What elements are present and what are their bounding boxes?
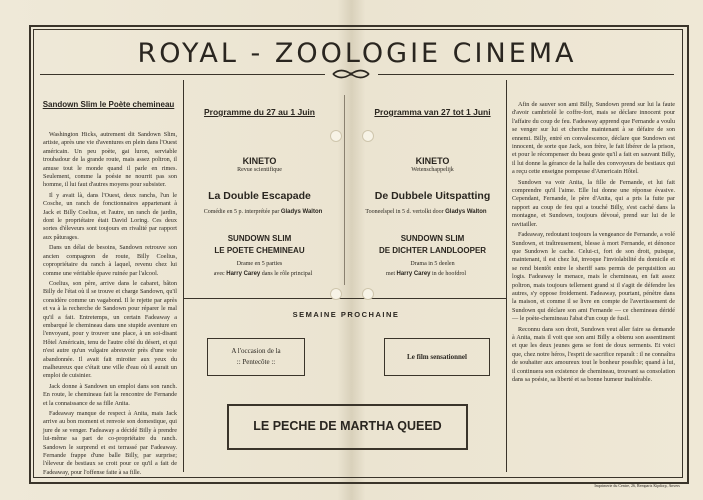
paragraph: Sundown va voir Anita, la fille de Fernande, et lui fait comprendre qu'il l'aime. Elle lui donne une réponse évasive. Cependant, Fernande, le père d'Anita, qui a pris la fuite par rapport au coup de feu qui a touché Billy, s'est caché dans la montagne, et Sundown, toujours dévoué, prend sur lui de le ravitailler.: [512, 178, 675, 228]
film1-nl-title: De Dubbele Uitspatting: [374, 190, 491, 202]
title-rule-right: [378, 74, 674, 75]
page-title: ROYAL - ZOOLOGIE CINEMA: [137, 38, 577, 69]
paragraph: Afin de sauver son ami Billy, Sundown prend sur lui la faute d'avoir cambriolé le coffre-fort, mais se déclare innocent pour l'affaire du coup de feu. Fadeaway apprend que Fernande a voulu se venger sur lui et cherche maintenant à se défaire de son ennemi. Billy, entré en convalescence, déclare que Sundown est innocent, de sorte que Jack, son frère, le fait libérer de la prison, et pour le récompenser du beau geste qu'il a fait en sauvant Billy, il lui donne la gérance de la halle des convoyeurs de bestiaux qui a reçu cette enseigne pompeuse d'Americain Hôtel.: [512, 101, 675, 176]
program-nl-header: Programma van 27 tot 1 Juni: [374, 107, 491, 117]
film2-fr-parts: Drame en 5 parties: [236, 261, 283, 267]
pentecost-line2: :: Pentecôte ::: [236, 358, 276, 366]
punch-hole: [330, 288, 342, 300]
paragraph: Fadeaway, redoutant toujours la vengeance de Fernande, a volé Sundown, et traîtreusement, blesse à mort Fernande, et dénonce que Sundown le cache. Celui-ci, fort de son droit, puisque, maintenant, il est chez lui, invoque l'inviolabilité du domicile et se rend bientôt entre le sheriff sans permis de perquisition au logis. Fadeaway le menace, mais le chemineau, en fait assez poltron, mais toujours tellement grand si il s'agit de défendre les autres, s'y oppose froidement. Fadeaway, pourtant, pénètre dans la maison, et comme il se livre en compte de l'avertissement de Sundown qui déclare son ami Fernande — ce chemineau déridé — le poète-chemineau l'abat d'un coup de fusil.: [512, 231, 675, 323]
film2-fr-desc: [183, 271, 343, 277]
film1-fr-desc-text: Comédie en 5 p. interprétée par: [203, 209, 280, 215]
paragraph: Dans un délai de besoins, Sandown retrouve son ancien compagnon de route, Billy Coelius, copropriétaire du ranch à laquel, revenu chez lui comme une véritable épave ruinée par l'alcool.: [43, 244, 177, 277]
punch-hole: [362, 130, 374, 142]
divider-next-week: [184, 298, 506, 299]
left-column-text: [43, 131, 177, 479]
paragraph: Washington Hicks, autrement dit Sandown Slim, artiste, après une vie d'aventures en plein dans l'Ouest américain. Un peu poète, gai luron, serviable troubadour de la grande route, mais assez poltron, il amuse tout le monde quand il parle en rimes. Seulement, comme la poésie ne nourrit pas son homme, il lui faut d'autres moyens pour subsister.: [43, 131, 177, 189]
paragraph: Il y avait là, dans l'Ouest, deux ranchs, l'un le Cosche, un ranch de fonctionnaires appartenant à Jack et Billy Coelius, et l'autre, un ranch de jardin, dont le propriétaire était David Loring. Ces deux sortes d'éleveurs sont toujours en rivalité par rapport aux pâturages.: [43, 191, 177, 241]
paragraph: Coelius, son père, arrive dans le cabaret, bâton Billy de l'état où il se trouve et charge Sandown, qu'il considère comme un vagabond. Il le rejette par après et va à la recherche de Sandown pour réparer le mal qu'il a fait. Entretemps, un certain Fadeaway a embarqué le chemineau dans une stupide aventure en l'envoyant, pour y trouver une place, à un soi-disant Hôtel Américain, tenu de l'autre côté du désert, et qui n'est autre qu'un vulgaire abreuvoir près d'une voie abandonnée. Il avait fait miroiter aux yeux du malheureux que c'était une ville d'eau où il aurait un emploi de cuisinier.: [43, 279, 177, 380]
sensational-box: [384, 338, 490, 376]
film1-nl-actor: Gladys Walton: [445, 209, 487, 215]
film2-nl-desc-post: in de hoofdrol: [432, 271, 467, 277]
kineto-fr: KINETO: [242, 156, 277, 166]
film2-nl-desc-pre: met: [385, 271, 395, 277]
divider-right: [506, 80, 507, 472]
film1-nl-desc-text: Tooneelspel in 5 d. vertolkt door: [365, 209, 444, 215]
ornament-icon: [331, 67, 371, 81]
title-rule-left: [40, 74, 325, 75]
kineto-nl: KINETO: [415, 156, 450, 166]
film2-fr-desc-post: dans le rôle principal: [261, 271, 313, 277]
film2-fr-desc-pre: avec: [213, 271, 225, 277]
program-fr-header: Programme du 27 au 1 Juin: [203, 107, 315, 117]
film1-fr-desc: [183, 209, 343, 215]
film1-fr-actor: Gladys Walton: [280, 209, 323, 215]
kineto-fr-sub: Revue scientifique: [237, 167, 282, 173]
paragraph: Jack donne à Sandown un emploi dans son ranch. En route, le chemineau fait la rencontre de Fernande et la connaissance de sa fille Anita.: [43, 382, 177, 407]
punch-hole: [362, 288, 374, 300]
sensational-text: Le film sensationnel: [407, 353, 467, 361]
paragraph: Reconnu dans son droit, Sundown veut aller faire sa demande à Anita, mais il voit que son ami Billy a obtenu son assentiment et que les deux jeunes gens se font de doux serments. Et voici que, chez notre héros, l'esprit de sacrifice reparaît : il ne connaîtra de souhaiter aux amoureux tout le bonheur possible; quand à lui, il continuera son existence de chemineau, trouvant sa consolation dans sa poésie, sa liberté et sa bonne humeur inaltérable.: [512, 325, 675, 383]
kineto-nl-sub: Wetenschappelijk: [411, 167, 454, 173]
feature-box: [227, 404, 468, 450]
film1-nl-desc: [346, 209, 506, 215]
film2-fr-title1: SUNDOWN SLIM: [227, 234, 292, 243]
feature-title: LE PECHE DE MARTHA QUEED: [253, 419, 442, 433]
right-column-text: [512, 101, 675, 386]
film2-fr-actor: Harry Carey: [226, 271, 261, 277]
next-week-label: SEMAINE PROCHAINE: [292, 310, 400, 319]
film2-nl-title2: DE DICHTER LANDLOOPER: [378, 246, 487, 255]
film2-nl-title1: SUNDOWN SLIM: [400, 234, 465, 243]
printer-imprint: Imprimerie du Centre, 26, Remparts Kipdorp, Anvers: [594, 483, 680, 488]
pentecost-box: [207, 338, 305, 376]
pentecost-line1: A l'occasion de la: [231, 347, 281, 355]
film2-nl-desc: [346, 271, 506, 277]
left-column-heading: Sandown Slim le Poète chemineau: [42, 100, 175, 109]
punch-hole: [330, 130, 342, 142]
paragraph: Fadeaway manque de respect à Anita, mais Jack arrive au bon moment et renvoie son domestique, qui jure de se venger. Fadeaway a décidé Billy à prendre lui-même sa part de co-propriétaire du ranch. Sandown le surprend et est terrassé par Fadeaway. Fernande frappe d'une balle Billy, par surprise; l'éleveur de bestiaux se croit pour ce qu'il a fait de Fadeaway, pour l'offense faite à sa fille.: [43, 410, 177, 476]
fold-line: [344, 95, 345, 285]
film2-nl-actor: Harry Carey: [396, 271, 431, 277]
film1-fr-title: La Double Escapade: [208, 190, 311, 202]
film2-fr-title2: LE POETE CHEMINEAU: [214, 246, 305, 255]
film2-nl-parts: Drama in 5 deelen: [410, 261, 455, 267]
